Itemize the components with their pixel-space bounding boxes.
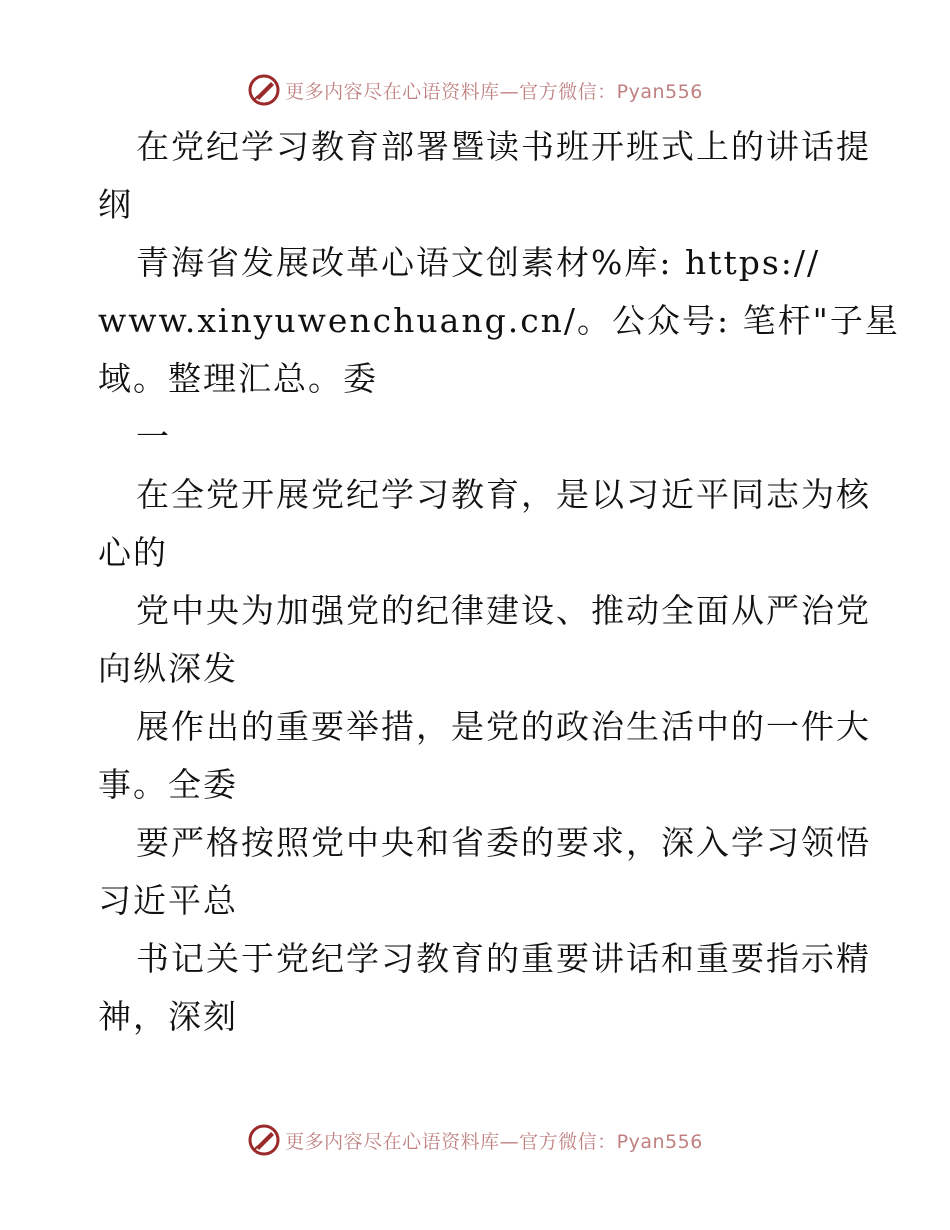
text-line: 青海省发展改革心语文创素材%库: https:// [136,243,821,282]
text-line: 一 [136,417,171,456]
text-line: 在全党开展党纪学习教育，是以习近平同志为核 [136,475,871,514]
document-body [98,118,900,1046]
text-line: 心的 [98,533,168,572]
quill-seal-icon [247,73,281,107]
text-line: 纲 [98,185,133,224]
text-line: 域。整理汇总。委 [98,359,378,398]
text-line: 神，深刻 [98,997,238,1036]
text-line: 党中央为加强党的纪律建设、推动全面从严治党 [136,591,871,630]
text-line: www.xinyuwenchuang.cn/。公众号: 笔杆"子星 [98,301,900,340]
text-line: 习近平总 [98,881,238,920]
text-line: 要严格按照党中央和省委的要求，深入学习领悟 [136,823,871,862]
text-line: 事。全委 [98,765,238,804]
text-line: 书记关于党纪学习教育的重要讲话和重要指示精 [136,939,871,978]
watermark-text: 更多内容尽在心语资料库—官方微信：Pyan556 [285,1130,703,1153]
text-line: 向纵深发 [98,649,238,688]
text-line: 在党纪学习教育部署暨读书班开班式上的讲话提 [136,127,871,166]
header-watermark [0,70,950,110]
quill-seal-icon [247,1123,281,1157]
watermark-text: 更多内容尽在心语资料库—官方微信：Pyan556 [285,80,703,103]
footer-watermark [0,1120,950,1160]
text-line: 展作出的重要举措，是党的政治生活中的一件大 [136,707,871,746]
